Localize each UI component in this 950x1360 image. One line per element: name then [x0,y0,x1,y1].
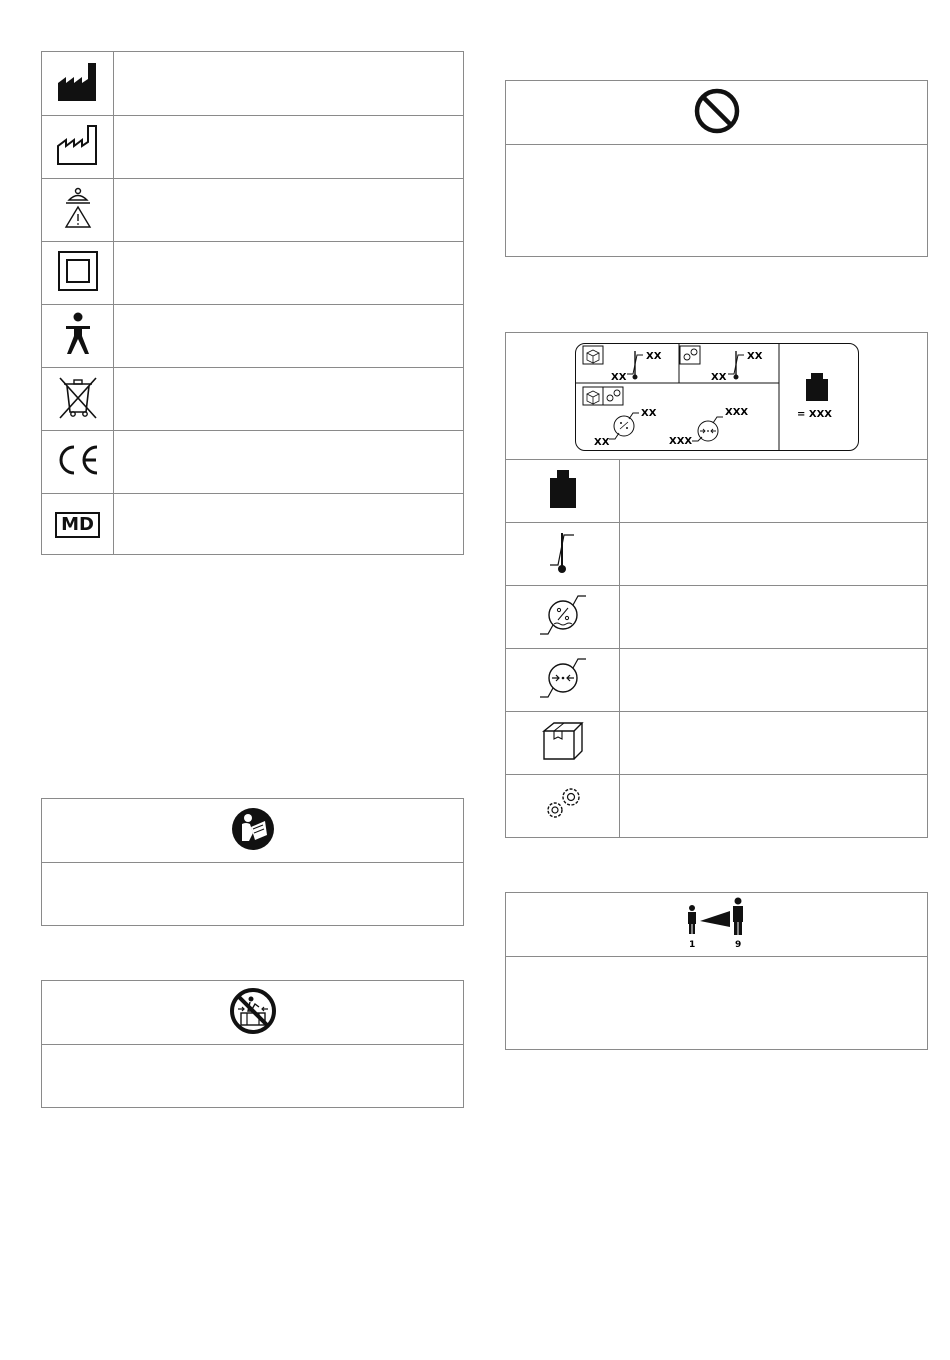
no-stepping-on-bed-icon [229,987,277,1039]
patient-size-icon [682,897,752,953]
pressure-min-label: XXX [669,436,693,447]
operation-gears-icon [539,784,587,828]
symbol-row [42,178,463,241]
environment-table [505,332,928,838]
medical-device-label: MD [61,513,94,535]
read-manual-box [41,798,464,926]
humidity-min-label: XX [594,437,610,448]
symbol-row [42,115,463,178]
patient-size-max-label: 9 [734,939,741,949]
humidity-max-label: XX [641,408,657,419]
symbol-row [42,430,463,493]
symbol-row [42,493,463,555]
prohibited-box [505,80,928,257]
environment-row [506,585,927,648]
environment-row [506,459,927,522]
environment-row [506,774,927,837]
ce-mark-icon [55,444,101,480]
environmental-label-panel [575,343,859,451]
medical-device-icon [55,512,100,538]
prohibition-icon [693,87,741,139]
op-temp-max-label: XX [747,351,763,362]
no-stand-box [41,980,464,1108]
symbol-row [42,304,463,367]
read-manual-icon [231,807,275,855]
temp-min-label: XX [611,372,627,383]
symbol-row [42,241,463,304]
date-of-manufacture-icon [56,124,100,170]
environment-row [506,522,927,585]
temp-max-label: XX [646,351,662,362]
symbols-table [41,51,464,555]
weee-crossed-bin-icon [56,374,100,424]
symbol-row [42,367,463,430]
environment-row [506,711,927,774]
transport-storage-box-icon [540,721,586,765]
humidity-limit-icon [538,592,588,642]
symbol-row [42,52,463,115]
pressure-max-label: XXX [725,407,749,418]
environment-row [506,648,927,711]
manufacturer-icon [56,61,100,107]
patient-size-box [505,892,928,1050]
type-b-applied-part-icon [63,312,93,360]
op-temp-min-label: XX [711,372,727,383]
patient-size-min-label: 1 [688,939,695,949]
weight-icon [548,468,578,514]
environment-label-row [506,333,927,459]
weight-value-label: = XXX [797,409,832,420]
atmospheric-pressure-limit-icon [538,655,588,705]
temperature-limit-icon [548,529,578,579]
safe-working-load-warning-icon [63,187,93,233]
class-ii-equipment-icon [57,250,99,296]
